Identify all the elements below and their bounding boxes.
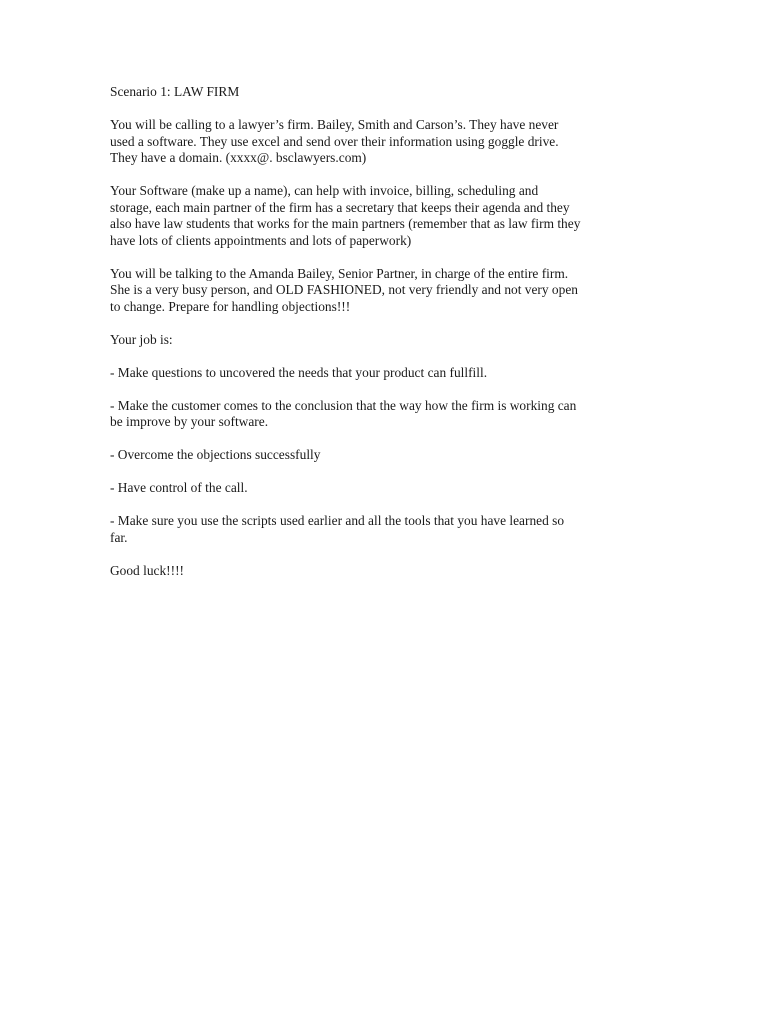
text-line: have lots of clients appointments and lots of paperwork)	[110, 232, 412, 248]
task-item	[110, 447, 658, 464]
text-line: storage, each main partner of the firm has a secretary that keeps their agenda and they	[110, 199, 570, 215]
title-text: Scenario 1: LAW FIRM	[110, 84, 240, 99]
document-title	[110, 84, 658, 101]
task-item	[110, 365, 658, 382]
contact-paragraph	[110, 266, 658, 316]
software-paragraph	[110, 183, 658, 249]
text-line: far.	[110, 529, 128, 545]
text-line: - Make the customer comes to the conclusion that the way how the firm is working can	[110, 397, 577, 413]
text-line: - Make sure you use the scripts used earlier and all the tools that you have learned so	[110, 513, 565, 528]
text-line: used a software. They use excel and send over their information using goggle drive.	[110, 133, 559, 149]
text-line: - Have control of the call.	[110, 480, 248, 495]
text-line: - Overcome the objections successfully	[110, 447, 321, 462]
intro-paragraph	[110, 117, 658, 167]
task-item	[110, 480, 658, 497]
task-item	[110, 513, 658, 546]
closing-text: Good luck!!!!	[110, 562, 184, 578]
job-heading-text: Your job is:	[110, 331, 173, 347]
text-line: They have a domain. (xxxx@. bsclawyers.com)	[110, 150, 367, 165]
text-line: You will be calling to a lawyer’s firm. Bailey, Smith and Carson’s. They have never	[110, 117, 559, 132]
text-line: - Make questions to uncovered the needs that your product can fullfill.	[110, 364, 488, 380]
job-heading	[110, 332, 658, 349]
task-item	[110, 398, 658, 431]
text-line: be improve by your software.	[110, 414, 269, 429]
document-body	[110, 84, 658, 596]
closing-line	[110, 563, 658, 580]
text-line: She is a very busy person, and OLD FASHIONED, not very friendly and not very open	[110, 282, 578, 297]
text-line: to change. Prepare for handling objections!!!	[110, 298, 351, 314]
text-line: You will be talking to the Amanda Bailey, Senior Partner, in charge of the entire firm.	[110, 265, 569, 281]
text-line: also have law students that works for the main partners (remember that as law firm they	[110, 216, 581, 231]
text-line: Your Software (make up a name), can help with invoice, billing, scheduling and	[110, 183, 539, 198]
